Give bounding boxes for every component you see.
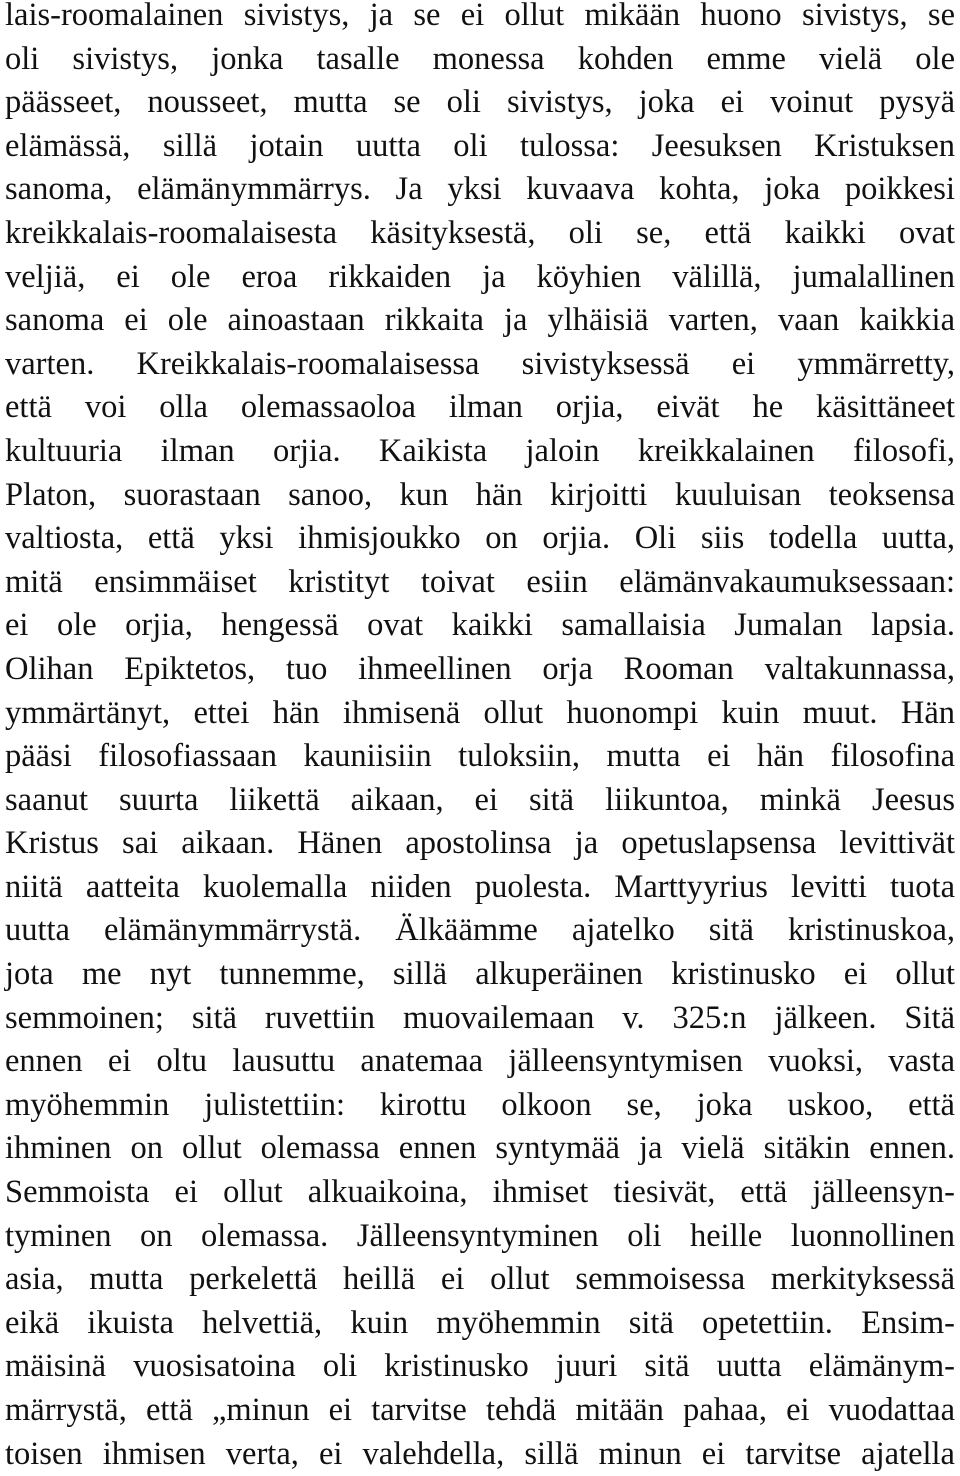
text-line: valtiosta, että yksi ihmisjoukko on orjia. Oli siis todella uutta, [5, 520, 955, 557]
text-line: että voi olla olemassaoloa ilman orjia, eivät he käsittäneet [5, 389, 955, 426]
text-line: uutta elämänymmärrystä. Älkäämme ajatelko sitä kristinuskoa, [5, 912, 955, 949]
text-line: kultuuria ilman orjia. Kaikista jaloin kreikkalainen filosofi, [5, 432, 955, 469]
text-line: elämässä, sillä jotain uutta oli tulossa: Jeesuksen Kristuksen [5, 127, 955, 164]
text-line: Kristus sai aikaan. Hänen apostolinsa ja opetuslapsensa levittivät [5, 825, 955, 862]
text-line: jota me nyt tunnemme, sillä alkuperäinen kristinusko ei ollut [5, 956, 955, 993]
text-line: märrystä, että „minun ei tarvitse tehdä mitään pahaa, ei vuodattaa [5, 1392, 955, 1428]
text-line: Semmoista ei ollut alkuaikoina, ihmiset tiesivät, että jälleensyn- [5, 1174, 955, 1211]
text-line: ihminen on ollut olemassa ennen syntymää ja vielä sitäkin ennen. [5, 1130, 955, 1167]
text-line: ymmärtänyt, ettei hän ihmisenä ollut huonompi kuin muut. Hän [5, 694, 955, 731]
text-line: mäisinä vuosisatoina oli kristinusko juuri sitä uutta elämänym- [5, 1348, 955, 1385]
text-line: asia, mutta perkelettä heillä ei ollut semmoisessa merkityksessä [5, 1261, 955, 1298]
text-line: varten. Kreikkalais-roomalaisessa sivistyksessä ei ymmärretty, [5, 345, 955, 382]
text-line: tyminen on olemassa. Jälleensyntyminen oli heille luonnollinen [5, 1217, 955, 1254]
text-line: Olihan Epiktetos, tuo ihmeellinen orja Rooman valtakunnassa, [5, 650, 955, 687]
text-line: eikä ikuista helvettiä, kuin myöhemmin sitä opetettiin. Ensim- [5, 1304, 955, 1341]
text-line: veljiä, ei ole eroa rikkaiden ja köyhien välillä, jumalallinen [5, 258, 955, 295]
body-text [5, 0, 955, 1476]
text-line: ei ole orjia, hengessä ovat kaikki samallaisia Jumalan lapsia. [5, 607, 955, 644]
text-line: myöhemmin julistettiin: kirottu olkoon se, joka uskoo, että [5, 1086, 955, 1123]
text-line: toisen ihmisen verta, ei valehdella, sillä minun ei tarvitse ajatella [5, 1435, 955, 1472]
text-line: saanut suurta liikettä aikaan, ei sitä liikuntoa, minkä Jeesus [5, 781, 955, 818]
text-line: sanoma, elämänymmärrys. Ja yksi kuvaava kohta, joka poikkesi [5, 171, 955, 208]
text-line: Platon, suorastaan sanoo, kun hän kirjoitti kuuluisan teoksensa [5, 476, 955, 513]
text-line: mitä ensimmäiset kristityt toivat esiin elämänvakaumuksessaan: [5, 563, 955, 600]
text-line: pääsi filosofiassaan kauniisiin tuloksiin, mutta ei hän filosofina [5, 738, 955, 775]
text-line: sanoma ei ole ainoastaan rikkaita ja ylhäisiä varten, vaan kaikkia [5, 302, 955, 339]
text-line: ennen ei oltu lausuttu anatemaa jälleensyntymisen vuoksi, vasta [5, 1043, 955, 1080]
text-line: lais-roomalainen sivistys, ja se ei ollut mikään huono sivistys, se [5, 0, 955, 33]
text-line: niitä aatteita kuolemalla niiden puolesta. Marttyyrius levitti tuota [5, 868, 955, 905]
text-line: kreikkalais-roomalaisesta käsityksestä, oli se, että kaikki ovat [5, 214, 955, 251]
text-line: oli sivistys, jonka tasalle monessa kohden emme vielä ole [5, 40, 955, 77]
text-line: päässeet, nousseet, mutta se oli sivistys, joka ei voinut pysyä [5, 84, 955, 121]
text-line: semmoinen; sitä ruvettiin muovailemaan v. 325:n jälkeen. Sitä [5, 999, 955, 1036]
